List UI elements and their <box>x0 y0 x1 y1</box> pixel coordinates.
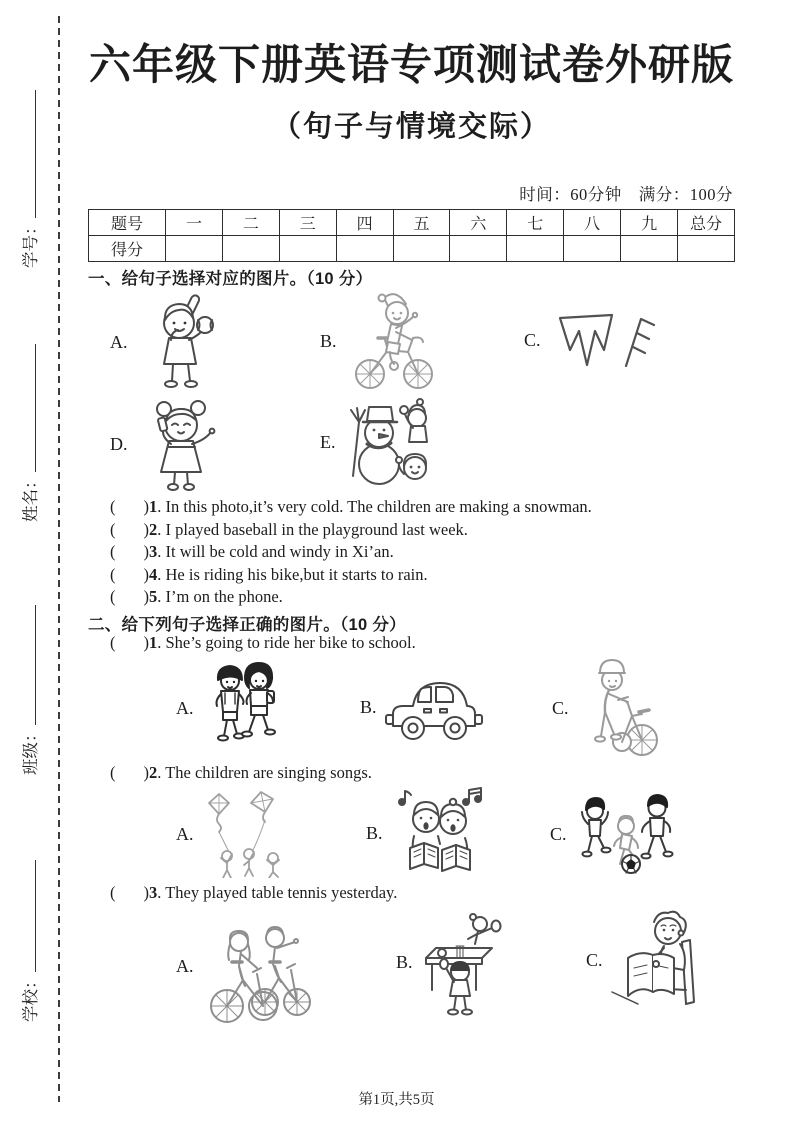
item-text: . I played baseball in the playground last week. <box>157 520 468 539</box>
girl-on-phone-illustration <box>135 394 231 494</box>
score-cell-empty <box>564 236 621 262</box>
cold-and-windy-weather-symbols-illustration <box>548 308 656 372</box>
score-cell-header: 总分 <box>678 210 735 236</box>
score-cell-header: 八 <box>564 210 621 236</box>
section1-item-5 <box>110 587 283 607</box>
children-flying-kites-illustration <box>201 790 299 878</box>
score-cell-header: 五 <box>393 210 450 236</box>
answer-paren-close: ) <box>143 633 149 652</box>
score-row-label: 得分 <box>89 236 166 262</box>
answer-paren-close: ) <box>143 542 149 561</box>
kid-riding-bike-illustration <box>344 290 440 392</box>
exam-info: 时间：60分钟 满分：100分 <box>519 185 733 204</box>
option-label: B. <box>360 696 377 717</box>
item-text: . It will be cold and windy in Xi’an. <box>157 542 394 561</box>
option-label: C. <box>586 949 603 970</box>
score-cell-header: 三 <box>279 210 336 236</box>
option-label: D. <box>110 433 128 454</box>
q3-option-c <box>586 908 700 1012</box>
margin-dashed-line <box>58 16 60 1102</box>
option-label: E. <box>320 431 336 452</box>
answer-paren-open: ( <box>110 497 116 516</box>
score-cell-empty <box>507 236 564 262</box>
answer-paren-open: ( <box>110 542 116 561</box>
score-cell-header: 二 <box>222 210 279 236</box>
section2-question-1 <box>110 633 416 653</box>
margin-field-name <box>20 345 42 523</box>
option-label: C. <box>524 329 541 350</box>
answer-paren-open: ( <box>110 520 116 539</box>
score-cell-empty <box>393 236 450 262</box>
page-title: 六年级下册英语专项测试卷外研版 <box>88 43 734 89</box>
score-cell-header: 六 <box>450 210 507 236</box>
score-cell-header: 九 <box>621 210 678 236</box>
question-text: . The children are singing songs. <box>157 763 372 782</box>
section2-question-3 <box>110 883 397 903</box>
q2-option-a <box>176 790 299 878</box>
margin-field-school <box>20 861 42 1023</box>
question-number: 2 <box>149 763 158 782</box>
class-blank <box>20 606 36 726</box>
section1-item-1 <box>110 497 592 517</box>
q3-option-a <box>176 906 316 1026</box>
item-text: . I’m on the phone. <box>157 587 283 606</box>
item-number: 3 <box>149 542 158 561</box>
answer-paren-close: ) <box>143 883 149 902</box>
answer-paren-open: ( <box>110 587 116 606</box>
student-number-blank <box>20 91 36 219</box>
item-text: . He is riding his bike,but it starts to rain. <box>157 565 428 584</box>
item-number: 2 <box>149 520 158 539</box>
children-riding-bikes-illustration <box>201 906 316 1026</box>
answer-paren-close: ) <box>143 497 149 516</box>
score-cell-header: 七 <box>507 210 564 236</box>
score-cell-header: 题号 <box>89 210 166 236</box>
answer-paren-close: ) <box>143 763 149 782</box>
name-label: 姓名： <box>21 472 40 522</box>
question-number: 3 <box>149 883 158 902</box>
page-subtitle: （句子与情境交际） <box>271 111 551 143</box>
score-cell-empty <box>336 236 393 262</box>
score-cell-empty <box>279 236 336 262</box>
option-label: A. <box>176 823 194 844</box>
item-number: 1 <box>149 497 158 516</box>
student-number-label: 学号： <box>21 218 40 268</box>
section1-option-d <box>110 394 231 494</box>
car-illustration <box>384 668 484 746</box>
page-number: 第1页,共5页 <box>358 1092 435 1108</box>
section1-heading: 一、给句子选择对应的图片。（10 分） <box>88 270 373 288</box>
answer-paren-open: ( <box>110 883 116 902</box>
answer-paren-open: ( <box>110 633 116 652</box>
section2-heading: 二、给下列句子选择正确的图片。（10 分） <box>88 616 406 634</box>
score-cell-empty <box>678 236 735 262</box>
score-table <box>88 209 735 262</box>
boy-playing-baseball-illustration <box>135 292 231 392</box>
children-singing-illustration <box>390 786 488 880</box>
section2-question-2 <box>110 763 372 783</box>
question-number: 1 <box>149 633 158 652</box>
margin-field-class <box>20 606 42 776</box>
q2-option-c <box>550 790 674 878</box>
main-content <box>88 0 735 1122</box>
q1-option-c <box>552 656 664 760</box>
question-text: . They played table tennis yesterday. <box>157 883 398 902</box>
children-playing-table-tennis-illustration <box>420 908 506 1016</box>
score-cell-empty <box>166 236 223 262</box>
option-label: B. <box>396 951 413 972</box>
section1-item-4 <box>110 565 428 585</box>
score-table-header-row <box>89 210 735 236</box>
item-number: 4 <box>149 565 158 584</box>
answer-paren-close: ) <box>143 520 149 539</box>
option-label: C. <box>552 697 569 718</box>
section1-option-e <box>320 392 439 492</box>
item-text: . In this photo,it’s very cold. The children are making a snowman. <box>157 497 592 516</box>
q1-option-a <box>176 660 281 756</box>
option-label: A. <box>176 697 194 718</box>
section1-option-b <box>320 290 440 392</box>
question-text: . She’s going to ride her bike to school. <box>157 633 416 652</box>
name-blank <box>20 345 36 473</box>
score-cell-header: 四 <box>336 210 393 236</box>
option-label: C. <box>550 823 567 844</box>
score-cell-empty <box>621 236 678 262</box>
answer-paren-open: ( <box>110 763 116 782</box>
q1-option-b <box>360 668 484 746</box>
school-label: 学校： <box>21 972 40 1022</box>
children-walking-illustration <box>201 660 281 756</box>
margin-field-student-number <box>20 91 42 269</box>
score-cell-empty <box>450 236 507 262</box>
children-playing-football-illustration <box>574 790 674 878</box>
q3-option-b <box>396 908 506 1016</box>
score-cell-empty <box>222 236 279 262</box>
score-table-score-row <box>89 236 735 262</box>
section1-item-3 <box>110 542 394 562</box>
section1-option-c <box>524 308 656 372</box>
option-label: B. <box>320 330 337 351</box>
item-number: 5 <box>149 587 158 606</box>
q2-option-b <box>366 786 488 880</box>
answer-paren-open: ( <box>110 565 116 584</box>
option-label: A. <box>176 955 194 976</box>
children-making-snowman-illustration <box>343 392 439 492</box>
section1-option-a <box>110 292 231 392</box>
answer-paren-close: ) <box>143 587 149 606</box>
section1-item-2 <box>110 520 468 540</box>
boy-reading-book-illustration <box>610 908 700 1012</box>
girl-with-bike-illustration <box>576 656 664 760</box>
score-cell-header: 一 <box>166 210 223 236</box>
option-label: B. <box>366 822 383 843</box>
answer-paren-close: ) <box>143 565 149 584</box>
school-blank <box>20 861 36 973</box>
class-label: 班级： <box>21 725 40 775</box>
option-label: A. <box>110 331 128 352</box>
